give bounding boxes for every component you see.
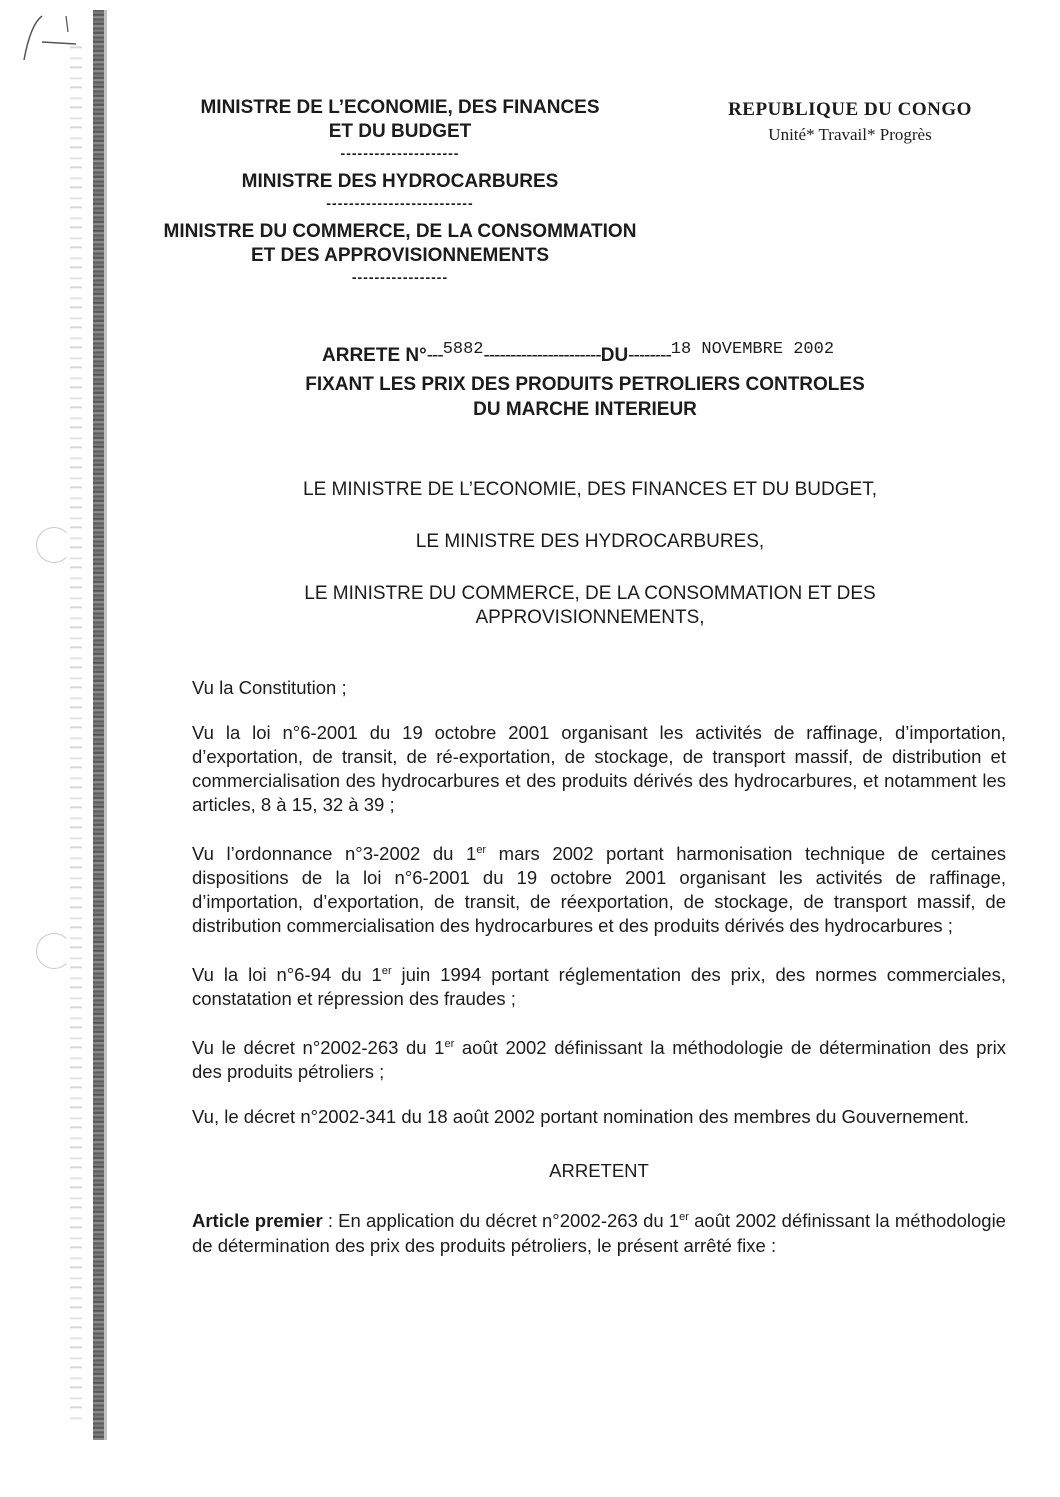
separator: -------------------------- [326, 195, 474, 211]
dash-filler: --- [426, 345, 443, 366]
vu-ordonnance-b: mars 2002 portant harmonisation technique de certaines dispositions de la loi n°6-2001 du 19 octobre 2001 organisant les activités de raffinage, d’importation, d’exportation, de transit, de réexportation, de stockage, de transport massif, de distribution commercialisation des hydrocarbures et des produits dérivés des hydrocarbures ; [192, 843, 1006, 937]
separator: --------------------- [340, 145, 460, 161]
superscript: er [444, 1038, 455, 1051]
minister-hydrocarbons: LE MINISTRE DES HYDROCARBURES, [415, 531, 765, 552]
du-label: DU [600, 345, 629, 366]
article-text-b: août 2002 définissant la méthodologie de détermination des prix des produits pétroliers, le présent arrêté fixe : [192, 1210, 1006, 1256]
vu-decret-263-a: Vu le décret n°2002-263 du 1 [192, 1037, 445, 1059]
minister-commerce-line-1: LE MINISTRE DU COMMERCE, DE LA CONSOMMATION ET DES [304, 583, 876, 604]
ministry-commerce-line-2: ET DES APPROVISIONNEMENTS [250, 245, 550, 266]
ministers-block [250, 478, 930, 658]
separator: ----------------- [351, 269, 449, 285]
decree-title-line-1: FIXANT LES PRIX DES PRODUITS PETROLIERS CONTROLES [305, 374, 865, 395]
arretent-heading: ARRETENT [549, 1160, 649, 1182]
decree-title [255, 372, 915, 422]
ministry-commerce-line-1: MINISTRE DU COMMERCE, DE LA CONSOMMATION [163, 221, 637, 242]
dash-filler: -------- [628, 345, 671, 366]
article-label: Article premier [192, 1210, 323, 1232]
vu-decret-341: Vu, le décret n°2002-341 du 18 août 2002 portant nomination des membres du Gouvernement. [192, 1106, 970, 1128]
decree-title-line-2: DU MARCHE INTERIEUR [473, 399, 697, 420]
dash-filler: ---------------------- [483, 345, 601, 366]
punch-hole-top [36, 527, 72, 563]
article-text-a: : En application du décret n°2002-263 du 1 [322, 1210, 680, 1232]
minister-commerce-line-2: APPROVISIONNEMENTS, [475, 607, 705, 628]
republic-header [705, 99, 995, 145]
national-motto: Unité* Travail* Progrès [768, 125, 932, 144]
vu-constitution: Vu la Constitution ; [192, 677, 347, 698]
binding-edge-shadow [104, 10, 107, 1440]
vu-decret-263-b: août 2002 définissant la méthodologie de détermination des prix des produits pétroliers ; [192, 1037, 1006, 1083]
decree-number: 5882 [442, 340, 484, 359]
decree-number-line [322, 340, 922, 367]
ministry-finance-line-2: ET DU BUDGET [328, 121, 472, 142]
decree-body [192, 676, 1006, 1279]
punch-hole-bottom [36, 933, 72, 969]
handwritten-mark [18, 8, 78, 68]
vu-ordonnance-a: Vu l’ordonnance n°3-2002 du 1 [192, 843, 477, 865]
vu-ordonnance [192, 838, 1006, 938]
binding-edge [93, 10, 104, 1440]
vu-loi-1994-b: juin 1994 portant réglementation des prix, des normes commerciales, constatation et répression des fraudes ; [192, 964, 1006, 1010]
arrete-label: ARRETE N° [322, 345, 427, 366]
superscript: er [476, 844, 487, 856]
minister-commerce [250, 582, 930, 630]
vu-decret-263 [192, 1032, 1006, 1084]
superscript: er [679, 1211, 689, 1224]
ministries-header [130, 96, 670, 294]
vu-loi-1994 [192, 959, 1006, 1011]
vu-loi-1994-a: Vu la loi n°6-94 du 1 [192, 964, 382, 986]
vu-loi-2001: Vu la loi n°6-2001 du 19 octobre 2001 organisant les activités de raffinage, d’importation, d’exportation, de transit, de ré-exportation, de stockage, de transport massif, de distribution et commercialisation des hydrocarbures et des produits dérivés des hydrocarbures, et notamment les articles, 8 à 15, 32 à 39 ; [192, 722, 1006, 815]
ministry-finance-line-1: MINISTRE DE L’ECONOMIE, DES FINANCES [200, 97, 600, 118]
scan-speckle [70, 40, 82, 1420]
minister-finance: LE MINISTRE DE L’ECONOMIE, DES FINANCES ET DU BUDGET, [303, 479, 877, 500]
ministry-hydrocarbons: MINISTRE DES HYDROCARBURES [241, 171, 559, 192]
superscript: er [381, 965, 392, 978]
republic-name: REPUBLIQUE DU CONGO [728, 99, 972, 120]
article-premier [192, 1205, 1006, 1257]
decree-date: 18 NOVEMBRE 2002 [670, 340, 835, 359]
